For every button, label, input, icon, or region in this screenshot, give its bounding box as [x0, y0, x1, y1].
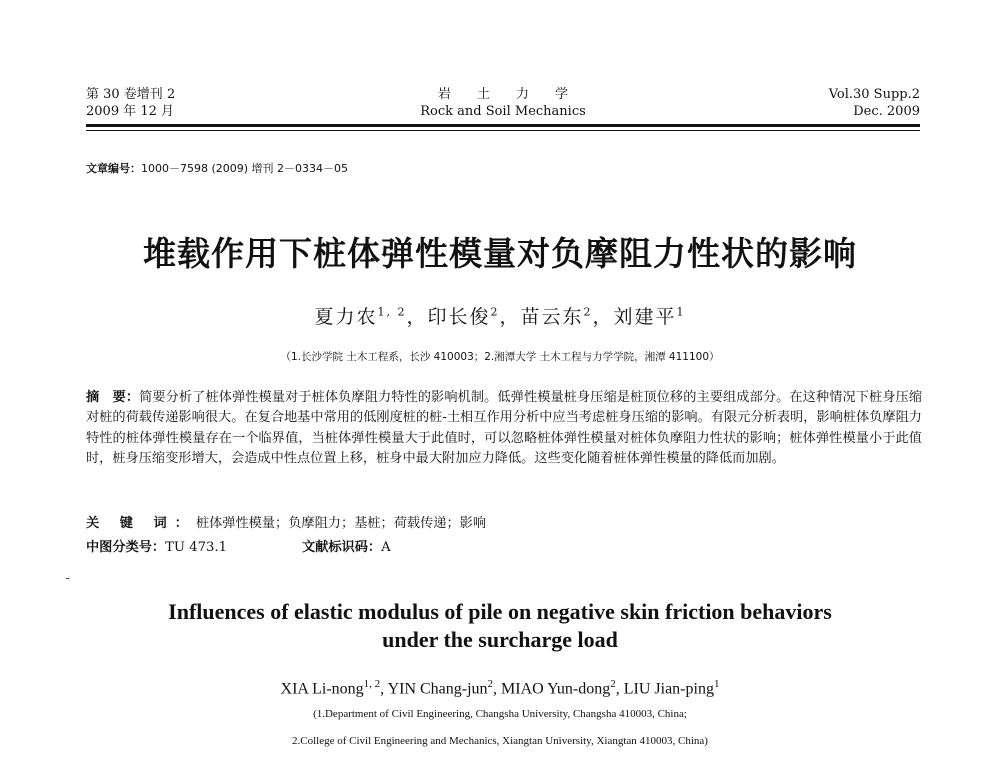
abstract-cn: [86, 388, 922, 470]
cn-author-name: 苗云东: [520, 306, 584, 328]
title-en: [0, 598, 1000, 654]
en-author-affiliation: 2: [610, 678, 616, 690]
abstract-text: 简要分析了桩体弹性模量对于桩体负摩阻力特性的影响机制。低弹性模量桩身压缩是桩顶位移的主要组成部分。在这种情况下桩身压缩对桩的荷载传递影响很大。在复合地基中常用的低刚度桩的桩-土相互作用分析中应当考虑桩身压缩的影响。有限元分析表明，影响桩体负摩阻力特性的桩体弹性模量存在一个临界值，当桩体弹性模量大于此值时，可以忽略桩体弹性模量对桩体负摩阻力性状的影响；桩体弹性模量小于此值时，桩身压缩变形增大，会造成中性点位置上移，桩身中最大附加应力降低。这些变化随着桩体弹性模量的降低而加剧。: [86, 390, 923, 467]
article-number: [86, 160, 348, 176]
clc-label: 中图分类号：: [86, 540, 166, 555]
journal-name-en: Rock and Soil Mechanics: [420, 104, 586, 119]
cn-author-affiliation: 2: [490, 305, 500, 319]
keywords-label: 关 键 词：: [86, 516, 196, 531]
running-header: [86, 86, 920, 120]
cn-author-affiliation: 2: [583, 305, 593, 319]
header-rule-thick: [86, 124, 920, 127]
cn-author-affiliation: 1: [676, 305, 686, 319]
document-code-label: 文献标识码：: [302, 540, 382, 555]
en-author-name: XIA Li-nong: [280, 680, 364, 698]
affiliations-en-line1: (1.Department of Civil Engineering, Changsha University, Changsha 410003, China;: [313, 708, 687, 720]
abstract-label: 摘 要：: [86, 390, 140, 405]
clc-number: [86, 536, 227, 555]
affiliations-cn: （1.长沙学院 土木工程系，长沙 410003；2.湘潭大学 土木工程与力学学院，湘潭 411100）: [280, 351, 720, 363]
en-author-name: YIN Chang-jun: [387, 680, 488, 698]
volume-issue: 第 30 卷增刊 2: [86, 87, 176, 102]
cn-author-separator: ，: [592, 306, 614, 328]
cn-author-name: 印长俊: [427, 306, 491, 328]
publication-date-cn: 2009 年 12 月: [86, 104, 175, 119]
publication-date-en: Dec. 2009: [853, 104, 920, 119]
authors-cn: [0, 302, 1000, 329]
en-author-separator: ,: [380, 680, 388, 698]
en-author-name: LIU Jian-ping: [623, 680, 714, 698]
authors-en: [0, 678, 1000, 698]
en-author-affiliation: 1, 2: [363, 678, 381, 690]
affiliations-en-line2: 2.College of Civil Engineering and Mechanics, Xiangtan University, Xiangtan 410003, China): [292, 735, 708, 747]
en-author-affiliation: 1: [713, 678, 720, 690]
title-en-line2: under the surcharge load: [382, 627, 618, 652]
cn-author-separator: ，: [406, 306, 428, 328]
header-rule-thin: [86, 130, 920, 131]
cn-author-name: 刘建平: [613, 306, 677, 328]
cn-author-affiliation: 1, 2: [377, 305, 407, 319]
article-number-label: 文章编号：: [86, 162, 141, 175]
document-code: [302, 536, 391, 555]
scan-mark: [66, 578, 69, 579]
journal-name-cn: 岩土力学: [437, 87, 594, 102]
keywords-cn: [86, 512, 486, 531]
title-en-line1: Influences of elastic modulus of pile on negative skin friction behaviors: [168, 599, 832, 624]
cn-author-name: 夏力农: [314, 306, 378, 328]
header-right: [829, 86, 920, 120]
document-code-value: A: [381, 540, 391, 555]
en-author-separator: ,: [615, 680, 624, 698]
cn-author-separator: ，: [499, 306, 521, 328]
header-center: [86, 86, 920, 120]
title-cn: 堆载作用下桩体弹性模量对负摩阻力性状的影响: [143, 234, 857, 273]
en-author-separator: ,: [493, 680, 502, 698]
volume-supp-en: Vol.30 Supp.2: [828, 87, 920, 102]
en-author-name: MIAO Yun-dong: [501, 680, 611, 698]
keywords-text: 桩体弹性模量；负摩阻力；基桩；荷载传递；影响: [195, 516, 487, 531]
clc-value: TU 473.1: [165, 540, 227, 555]
en-author-affiliation: 2: [487, 678, 494, 690]
article-number-value: 1000－7598 (2009) 增刊 2－0334－05: [141, 162, 349, 175]
